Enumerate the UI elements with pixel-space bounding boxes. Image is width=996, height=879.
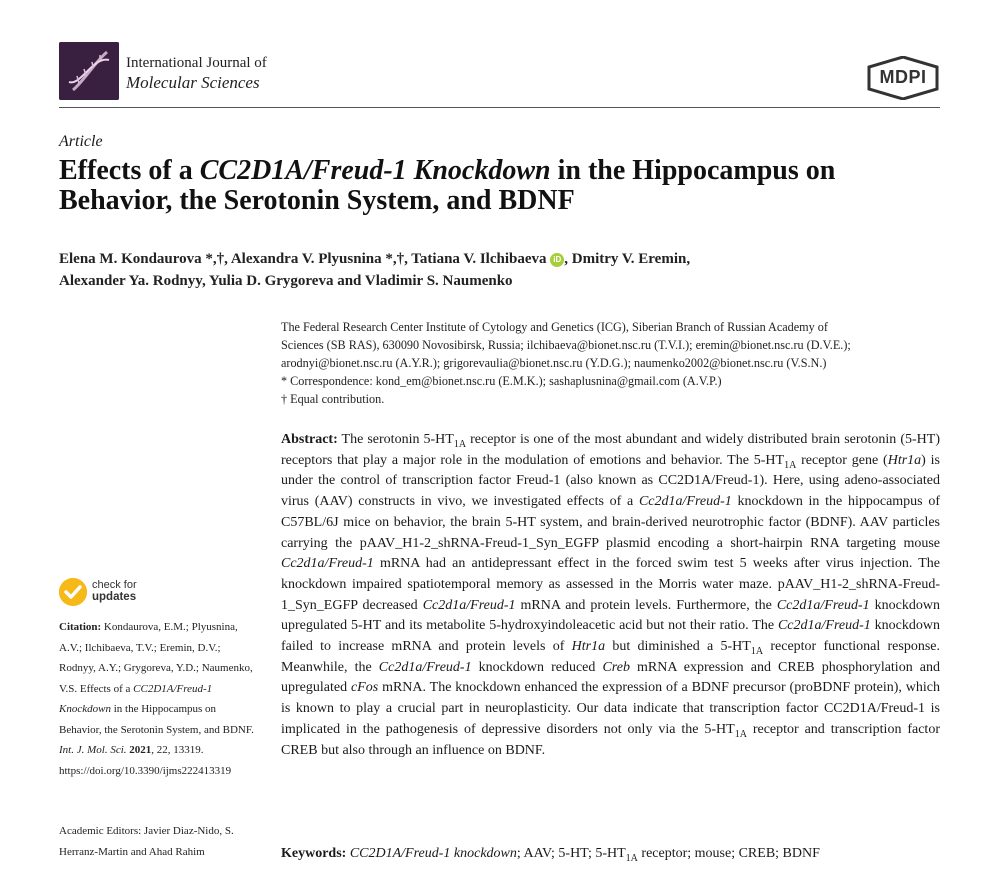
- abstract-text: ) is under the control of transcription factor Freud-1 (also known as CC2D1A/Freud-1). Here, using adeno-associated virus (AAV) constructs in vivo, we investigated effects of a: [281, 452, 940, 510]
- abstract-text: receptor gene (: [796, 452, 888, 468]
- equal-contribution-line: † Equal contribution.: [281, 392, 385, 406]
- gene-name: cFos: [350, 680, 379, 696]
- abstract-text: receptor and transcription factor CREB but also through an influence on BDNF.: [281, 721, 940, 758]
- abstract-text: mRNA and protein levels. Furthermore, the: [515, 597, 777, 613]
- abstract-text: but diminished a 5-HT: [605, 639, 751, 655]
- affiliation-line: Sciences (SB RAS), 630090 Novosibirsk, Russia; ilchibaeva@bionet.nsc.ru (T.V.I.); eremin@bionet.nsc.ru (D.V.E.);: [281, 338, 851, 352]
- check-for-updates-link[interactable]: [92, 579, 137, 603]
- keyword-text: ; AAV; 5-HT; 5-HT: [516, 846, 626, 861]
- citation-text: Kondaurova, E.M.; Plyusnina, A.V.; Ilchibaeva, T.V.; Eremin, D.V.; Rodnyy, A.Y.; Grygoreva, Y.D.; Naumenko, V.S. Effects of a: [59, 621, 253, 695]
- abstract-text: knockdown reduced: [471, 659, 603, 675]
- affiliation-line: arodnyi@bionet.nsc.ru (A.Y.R.); grigorevaulia@bionet.nsc.ru (Y.D.G.); naumenko2002@bionet.nsc.ru (V.S.N.): [281, 356, 827, 370]
- subscript: 1A: [625, 852, 638, 864]
- title-part: Effects of a: [59, 155, 200, 186]
- mdpi-logo: [866, 56, 940, 100]
- keyword-text: receptor; mouse; CREB; BDNF: [637, 846, 820, 861]
- citation-block: [59, 617, 259, 781]
- citation-journal: Int. J. Mol. Sci.: [59, 744, 127, 756]
- subscript: 1A: [734, 728, 747, 740]
- gene-name: Creb: [602, 659, 630, 675]
- abstract-text: knockdown failed to increase mRNA and protein levels of: [281, 618, 940, 655]
- abstract-text: The serotonin 5-HT: [337, 432, 454, 447]
- keyword-italic: CC2D1A/Freud-1 knockdown: [349, 846, 517, 861]
- checkmark-icon: [59, 578, 87, 606]
- abstract-text: receptor is one of the most abundant and widely distributed brain serotonin (5-HT) receptors that play a major role in the modulation of emotions and behavior. The 5-HT: [281, 432, 940, 468]
- journal-name-line2: Molecular Sciences: [126, 73, 260, 92]
- author-list: [59, 248, 939, 292]
- article-type: Article: [59, 133, 103, 150]
- gene-name: Cc2d1a/Freud-1: [777, 618, 871, 634]
- authors-line1-end: , Dmitry V. Eremin,: [564, 251, 691, 267]
- dna-helix-icon: [59, 42, 119, 100]
- citation-year: 2021: [126, 744, 152, 756]
- citation-doi[interactable]: , 22, 13319. https://doi.org/10.3390/ijms222413319: [59, 744, 232, 777]
- subscript: 1A: [750, 645, 764, 657]
- check-for-updates-icon[interactable]: [59, 578, 87, 606]
- gene-name: Cc2d1a/Freud-1: [638, 494, 732, 510]
- title-part: in the Hippocampus on Behavior, the Serotonin System, and BDNF: [59, 155, 836, 216]
- abstract-text: mRNA had an antidepressant effect in the forced swim test 5 weeks after virus injection. The knockdown impaired spatiotemporal memory as assessed in the Morris water maze. pAAV_H1-2_shRNA-Freud-1_Syn_EGFP decreased: [281, 556, 940, 613]
- abstract-text: mRNA. The knockdown enhanced the expression of a BDNF precursor (proBDNF protein), which is known to play a crucial part in neuroplasticity. Our data indicate that transcription factor CC2D1A/Freud-1 is implicated in the pathogenesis of depressive disorders not only via the 5-HT: [281, 680, 940, 737]
- journal-logo: [59, 42, 119, 100]
- affiliation-line: The Federal Research Center Institute of Cytology and Genetics (ICG), Siberian Branch of Russian Academy of: [281, 320, 828, 334]
- affiliation-block: [281, 318, 939, 408]
- gene-name: Cc2d1a/Freud-1: [776, 597, 870, 613]
- authors-line1: Elena M. Kondaurova *,†, Alexandra V. Plyusnina *,†, Tatiana V. Ilchibaeva: [59, 251, 547, 267]
- journal-name: [126, 54, 267, 92]
- check-line1: check for: [92, 579, 137, 591]
- header-rule: [59, 107, 940, 108]
- citation-label: Citation:: [59, 621, 102, 633]
- journal-name-line1: International Journal of: [126, 55, 267, 71]
- abstract-text: mRNA expression and CREB phosphorylation and upregulated: [281, 659, 940, 696]
- citation-text: in the Hippocampus on Behavior, the Serotonin System, and BDNF.: [59, 703, 254, 736]
- abstract-text: receptor functional response. Meanwhile, the: [281, 639, 940, 675]
- title-italic-part: CC2D1A/Freud-1 Knockdown: [199, 155, 551, 186]
- article-title: [59, 156, 939, 216]
- gene-name: Htr1a: [571, 639, 606, 655]
- orcid-icon[interactable]: iD: [550, 253, 564, 267]
- gene-name: Cc2d1a/Freud-1: [422, 597, 516, 613]
- gene-name: Cc2d1a/Freud-1: [378, 659, 472, 675]
- keywords-label: Keywords:: [281, 846, 347, 861]
- keywords: [281, 845, 940, 863]
- abstract: [281, 430, 940, 761]
- gene-name: Cc2d1a/Freud-1: [281, 556, 374, 572]
- gene-name: Htr1a: [887, 452, 922, 468]
- academic-editors: Academic Editors: Javier Diaz-Nido, S. Herranz-Martin and Ahad Rahim: [59, 825, 234, 858]
- correspondence-line: * Correspondence: kond_em@bionet.nsc.ru (E.M.K.); sashaplusnina@gmail.com (A.V.P.): [281, 374, 722, 388]
- abstract-text: knockdown in the hippocampus of C57BL/6J mice on behavior, the brain 5-HT system, and brain-derived neurotrophic factor (BDNF). AAV particles carrying the pAAV_H1-2_shRNA-Freud-1_Syn_EGFP plasmid encoding a short-hairpin RNA targeting mouse: [281, 494, 940, 551]
- abstract-label: Abstract:: [281, 432, 338, 447]
- check-line2: updates: [92, 591, 137, 603]
- abstract-text: knockdown upregulated 5-HT and its metabolite 5-hydroxyindoleacetic acid but not their ratio. The: [281, 597, 940, 634]
- citation-italic: CC2D1A/Freud-1 Knockdown: [59, 682, 213, 715]
- publisher-name: MDPI: [879, 67, 927, 87]
- authors-line2: Alexander Ya. Rodnyy, Yulia D. Grygoreva and Vladimir S. Naumenko: [59, 273, 513, 289]
- subscript: 1A: [784, 459, 797, 471]
- subscript: 1A: [453, 438, 467, 450]
